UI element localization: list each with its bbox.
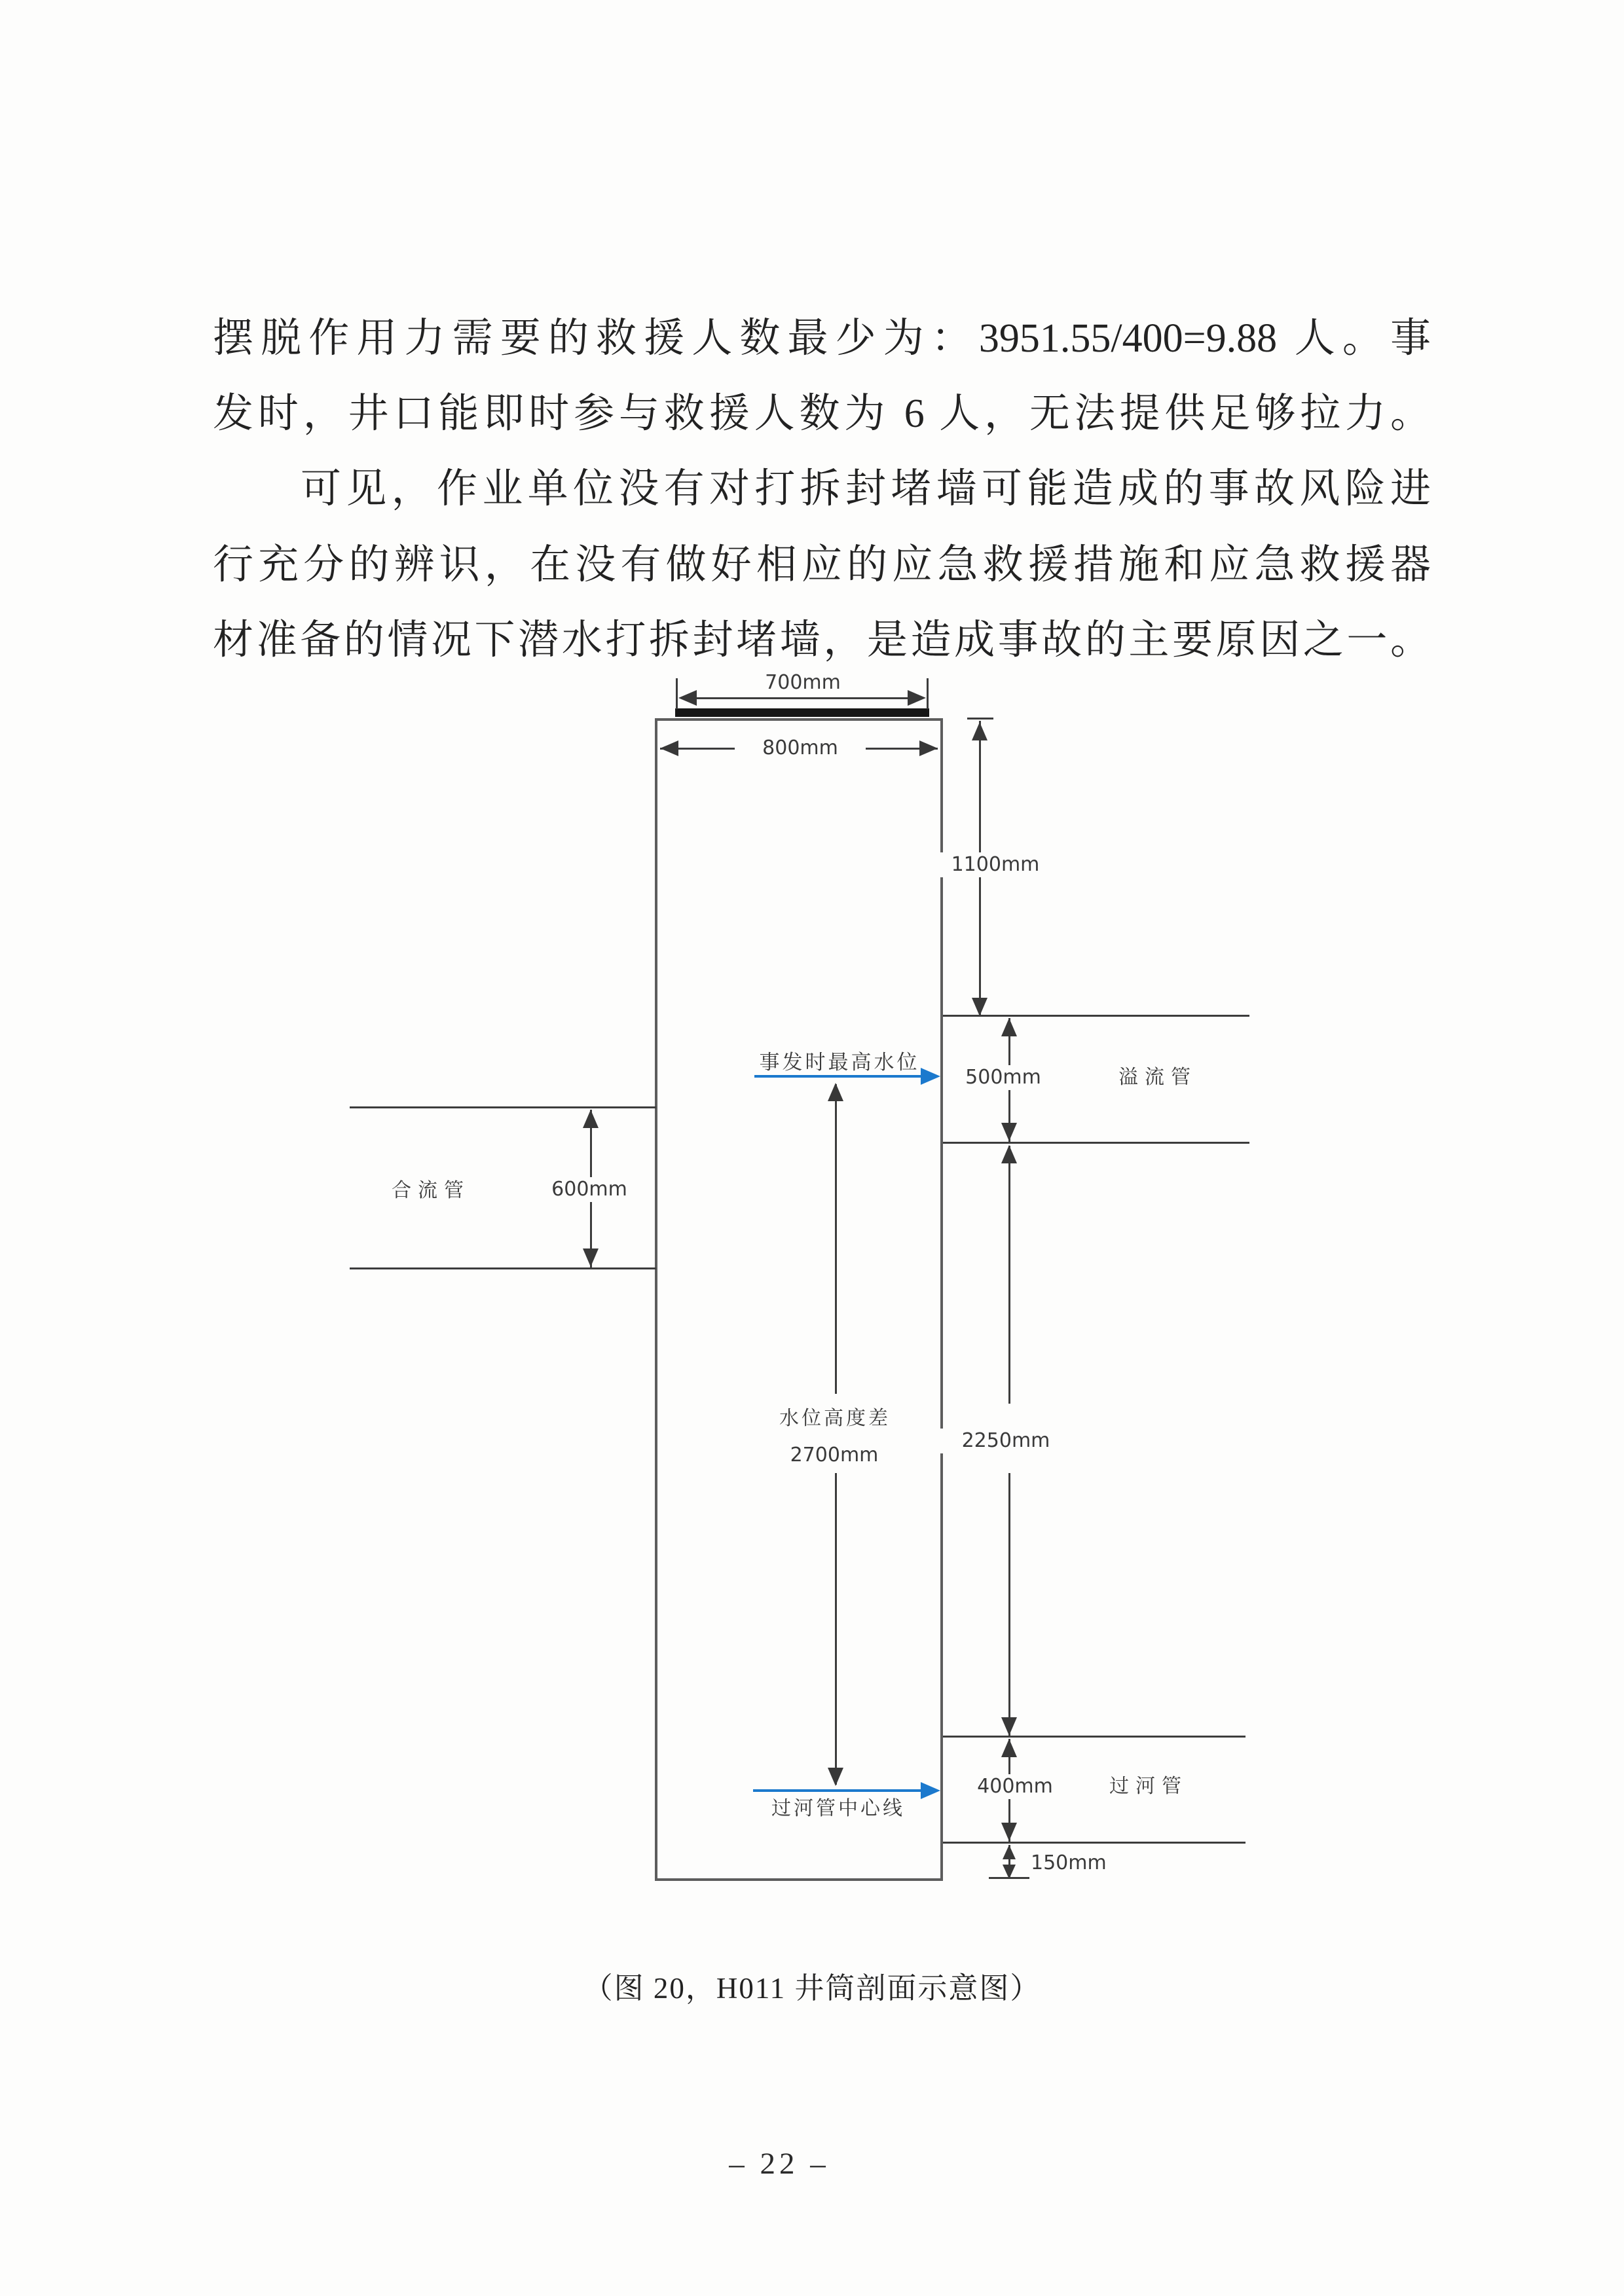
max-water-level-arrow-line [754, 1075, 922, 1078]
dim-150-tick [989, 1877, 1029, 1879]
figure-caption: （图 20，H011 井筒剖面示意图） [583, 1972, 1041, 2005]
combined-pipe-top-line [350, 1106, 656, 1108]
paragraph-line-4: 行充分的辨识，在没有做好相应的应急救援措施和应急救援器 [213, 543, 1431, 587]
arrowhead-left-icon [660, 740, 678, 756]
dim-400-label: 400mm [956, 1774, 1074, 1799]
river-pipe-top-line [943, 1736, 1246, 1738]
arrowhead-up-icon [1001, 1739, 1017, 1757]
arrowhead-down-icon [1001, 1717, 1017, 1736]
arrowhead-up-icon [1001, 1018, 1017, 1036]
arrow-right-blue-icon [921, 1782, 940, 1799]
dim-2250-line-lower [1008, 1473, 1010, 1736]
dim-1100-label: 1100mm [930, 852, 1061, 877]
arrowhead-left-icon [678, 690, 697, 706]
max-water-level-label: 事发时最高水位 [759, 1051, 920, 1074]
paragraph-line-3: 可见，作业单位没有对打拆封堵墙可能造成的事故风险进 [301, 467, 1431, 511]
dim-700-label: 700mm [765, 671, 841, 694]
arrowhead-down-icon [583, 1248, 599, 1267]
combined-pipe-bottom-line [350, 1267, 656, 1269]
dim-700-line [686, 697, 919, 699]
arrow-right-blue-icon [921, 1068, 940, 1085]
overflow-pipe-top-line [943, 1015, 1249, 1017]
river-centerline-label: 过河管中心线 [771, 1797, 905, 1820]
arrowhead-up-icon [583, 1110, 599, 1128]
arrowhead-up-small-icon [1003, 1845, 1016, 1859]
dim-1100-tick [967, 718, 993, 720]
dim-2700-line-lower [835, 1473, 837, 1785]
combined-pipe-label: 合流管 [392, 1179, 470, 1202]
arrowhead-down-icon [972, 998, 987, 1016]
overflow-pipe-bottom-line [943, 1142, 1249, 1144]
dim-150-label: 150mm [1031, 1851, 1107, 1874]
water-level-diff-label: 水位高度差 [766, 1406, 904, 1431]
paragraph-line-2: 发时，井口能即时参与救援人数为 6 人，无法提供足够拉力。 [213, 392, 1431, 436]
dim-2700-label: 2700mm [769, 1443, 900, 1468]
dim-2250-line-upper [1008, 1146, 1010, 1404]
dim-2700-line-upper [835, 1084, 837, 1394]
dim-2250-label: 2250mm [940, 1429, 1071, 1453]
shaft-rectangle [655, 718, 943, 1881]
manhole-cover [675, 708, 929, 717]
arrowhead-down-icon [1001, 1823, 1017, 1841]
arrowhead-down-icon [1001, 1123, 1017, 1141]
arrowhead-up-icon [1001, 1145, 1017, 1163]
river-centerline-arrow-line [753, 1789, 922, 1792]
dim-500-label: 500mm [944, 1065, 1062, 1090]
arrowhead-down-icon [828, 1768, 843, 1786]
dim-800-label: 800mm [735, 736, 866, 761]
overflow-pipe-label: 溢流管 [1118, 1066, 1197, 1089]
river-pipe-label: 过河管 [1109, 1775, 1188, 1798]
river-pipe-bottom-line [943, 1842, 1246, 1844]
dim-600-label: 600mm [530, 1177, 648, 1202]
dim-700-tick-right [927, 678, 929, 709]
dim-700-tick-left [676, 678, 678, 709]
arrowhead-up-icon [972, 722, 987, 740]
page-number: – 22 – [729, 2147, 830, 2181]
paragraph-line-5: 材准备的情况下潜水打拆封堵墙，是造成事故的主要原因之一。 [213, 618, 1431, 663]
arrowhead-right-icon [919, 740, 938, 756]
arrowhead-up-icon [828, 1083, 843, 1101]
arrowhead-right-icon [908, 690, 926, 706]
paragraph-line-1: 摆脱作用力需要的救援人数最少为：3951.55/400=9.88 人。事 [213, 316, 1431, 361]
